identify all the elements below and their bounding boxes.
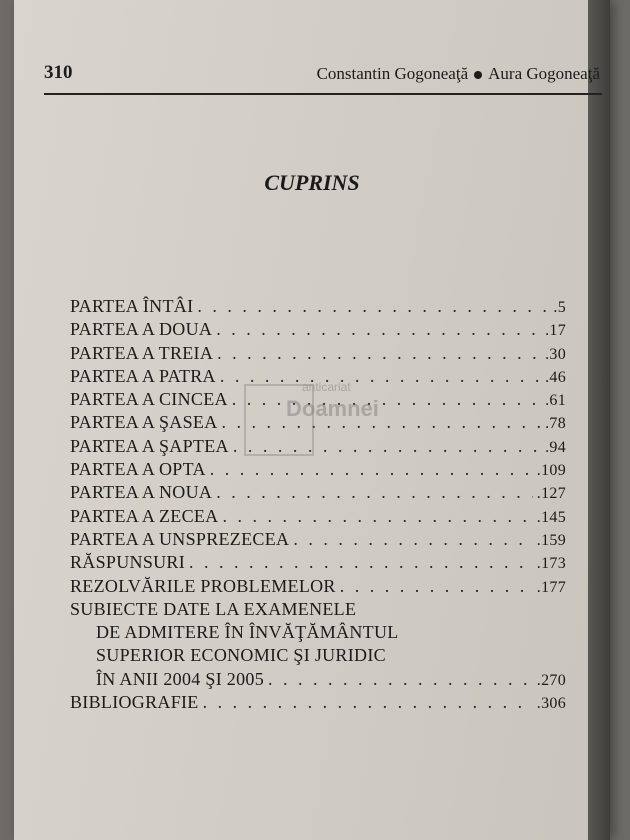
dot-leader: [210, 459, 533, 480]
toc-label: PARTEA A TREIA: [70, 342, 214, 363]
toc-row: [70, 576, 566, 599]
toc-page: .5: [553, 299, 566, 316]
dot-leader: [340, 576, 533, 597]
dot-leader: [268, 669, 533, 690]
toc-label: PARTEA A DOUA: [70, 319, 213, 340]
dot-leader: [222, 506, 532, 527]
page-edge-shadow: [588, 0, 610, 840]
toc-row: [70, 529, 566, 552]
toc-row: [70, 552, 566, 575]
toc-row: [70, 366, 566, 389]
dot-leader: [189, 552, 533, 573]
author-2: Aura Gogoneaţă: [488, 64, 600, 83]
toc-label: PARTEA A CINCEA: [70, 389, 228, 410]
toc-row: [70, 459, 566, 482]
dot-leader: [222, 412, 542, 433]
toc-label: PARTEA A UNSPREZECEA: [70, 528, 290, 549]
toc-row: [70, 436, 566, 459]
toc-row: [70, 645, 566, 668]
bullet-icon: [474, 71, 482, 79]
table-of-contents: [70, 296, 566, 715]
toc-page: .61: [545, 392, 566, 410]
header-rule: [44, 93, 602, 95]
page-title: CUPRINS: [264, 170, 360, 195]
toc-label: PARTEA A ŞAPTEA: [70, 435, 229, 456]
toc-label: RĂSPUNSURI: [70, 552, 186, 573]
dot-leader: [216, 319, 541, 340]
dot-leader: [233, 436, 541, 457]
toc-row: [70, 482, 566, 505]
toc-page: .270: [536, 671, 566, 689]
toc-page: .78: [545, 415, 566, 433]
author-1: Constantin Gogoneaţă: [316, 64, 469, 83]
dot-leader: [216, 482, 533, 503]
toc-label: SUPERIOR ECONOMIC ŞI JURIDIC: [96, 645, 386, 666]
running-header: [44, 62, 602, 90]
toc-page: .306: [536, 695, 566, 713]
toc-label: ÎN ANII 2004 ŞI 2005: [96, 668, 264, 689]
toc-row: [70, 692, 566, 715]
toc-page: .159: [536, 531, 566, 549]
watermark-small-text: anticariat: [302, 380, 351, 394]
toc-page: .30: [545, 345, 566, 363]
dot-leader: [220, 366, 541, 387]
dot-leader: [217, 343, 541, 364]
page-number: 310: [44, 62, 73, 83]
toc-page: .94: [545, 438, 566, 456]
toc-label: PARTEA A ZECEA: [70, 505, 219, 526]
toc-row: [70, 506, 566, 529]
toc-label: BIBLIOGRAFIE: [70, 692, 199, 713]
toc-label: PARTEA A OPTA: [70, 459, 206, 480]
dot-leader: [293, 529, 532, 550]
dot-leader: [197, 296, 549, 317]
toc-page: .109: [536, 462, 566, 480]
toc-row: [70, 389, 566, 412]
authors: [317, 64, 600, 84]
toc-label: PARTEA A ŞASEA: [70, 412, 218, 433]
toc-page: .177: [536, 578, 566, 596]
dot-leader: [232, 389, 541, 410]
toc-row: [70, 599, 566, 622]
toc-row: [70, 669, 566, 692]
toc-page: .173: [536, 555, 566, 573]
toc-page: .145: [536, 508, 566, 526]
toc-label: REZOLVĂRILE PROBLEMELOR: [70, 575, 336, 596]
dot-leader: [203, 692, 533, 713]
toc-label: PARTEA A NOUA: [70, 482, 213, 503]
toc-page: .127: [536, 485, 566, 503]
toc-label: DE ADMITERE ÎN ÎNVĂŢĂMÂNTUL: [96, 622, 399, 643]
toc-row: [70, 622, 566, 645]
watermark-big-text: Doamnei: [286, 396, 379, 421]
toc-row: [70, 319, 566, 342]
toc-label: PARTEA ÎNTÂI: [70, 296, 194, 316]
toc-page: .17: [545, 322, 566, 340]
toc-label: PARTEA A PATRA: [70, 365, 216, 386]
toc-row: [70, 412, 566, 435]
book-page: [14, 0, 610, 840]
toc-label: SUBIECTE DATE LA EXAMENELE: [70, 598, 357, 619]
toc-row: [70, 343, 566, 366]
toc-row: [70, 296, 566, 319]
toc-page: .46: [545, 368, 566, 386]
